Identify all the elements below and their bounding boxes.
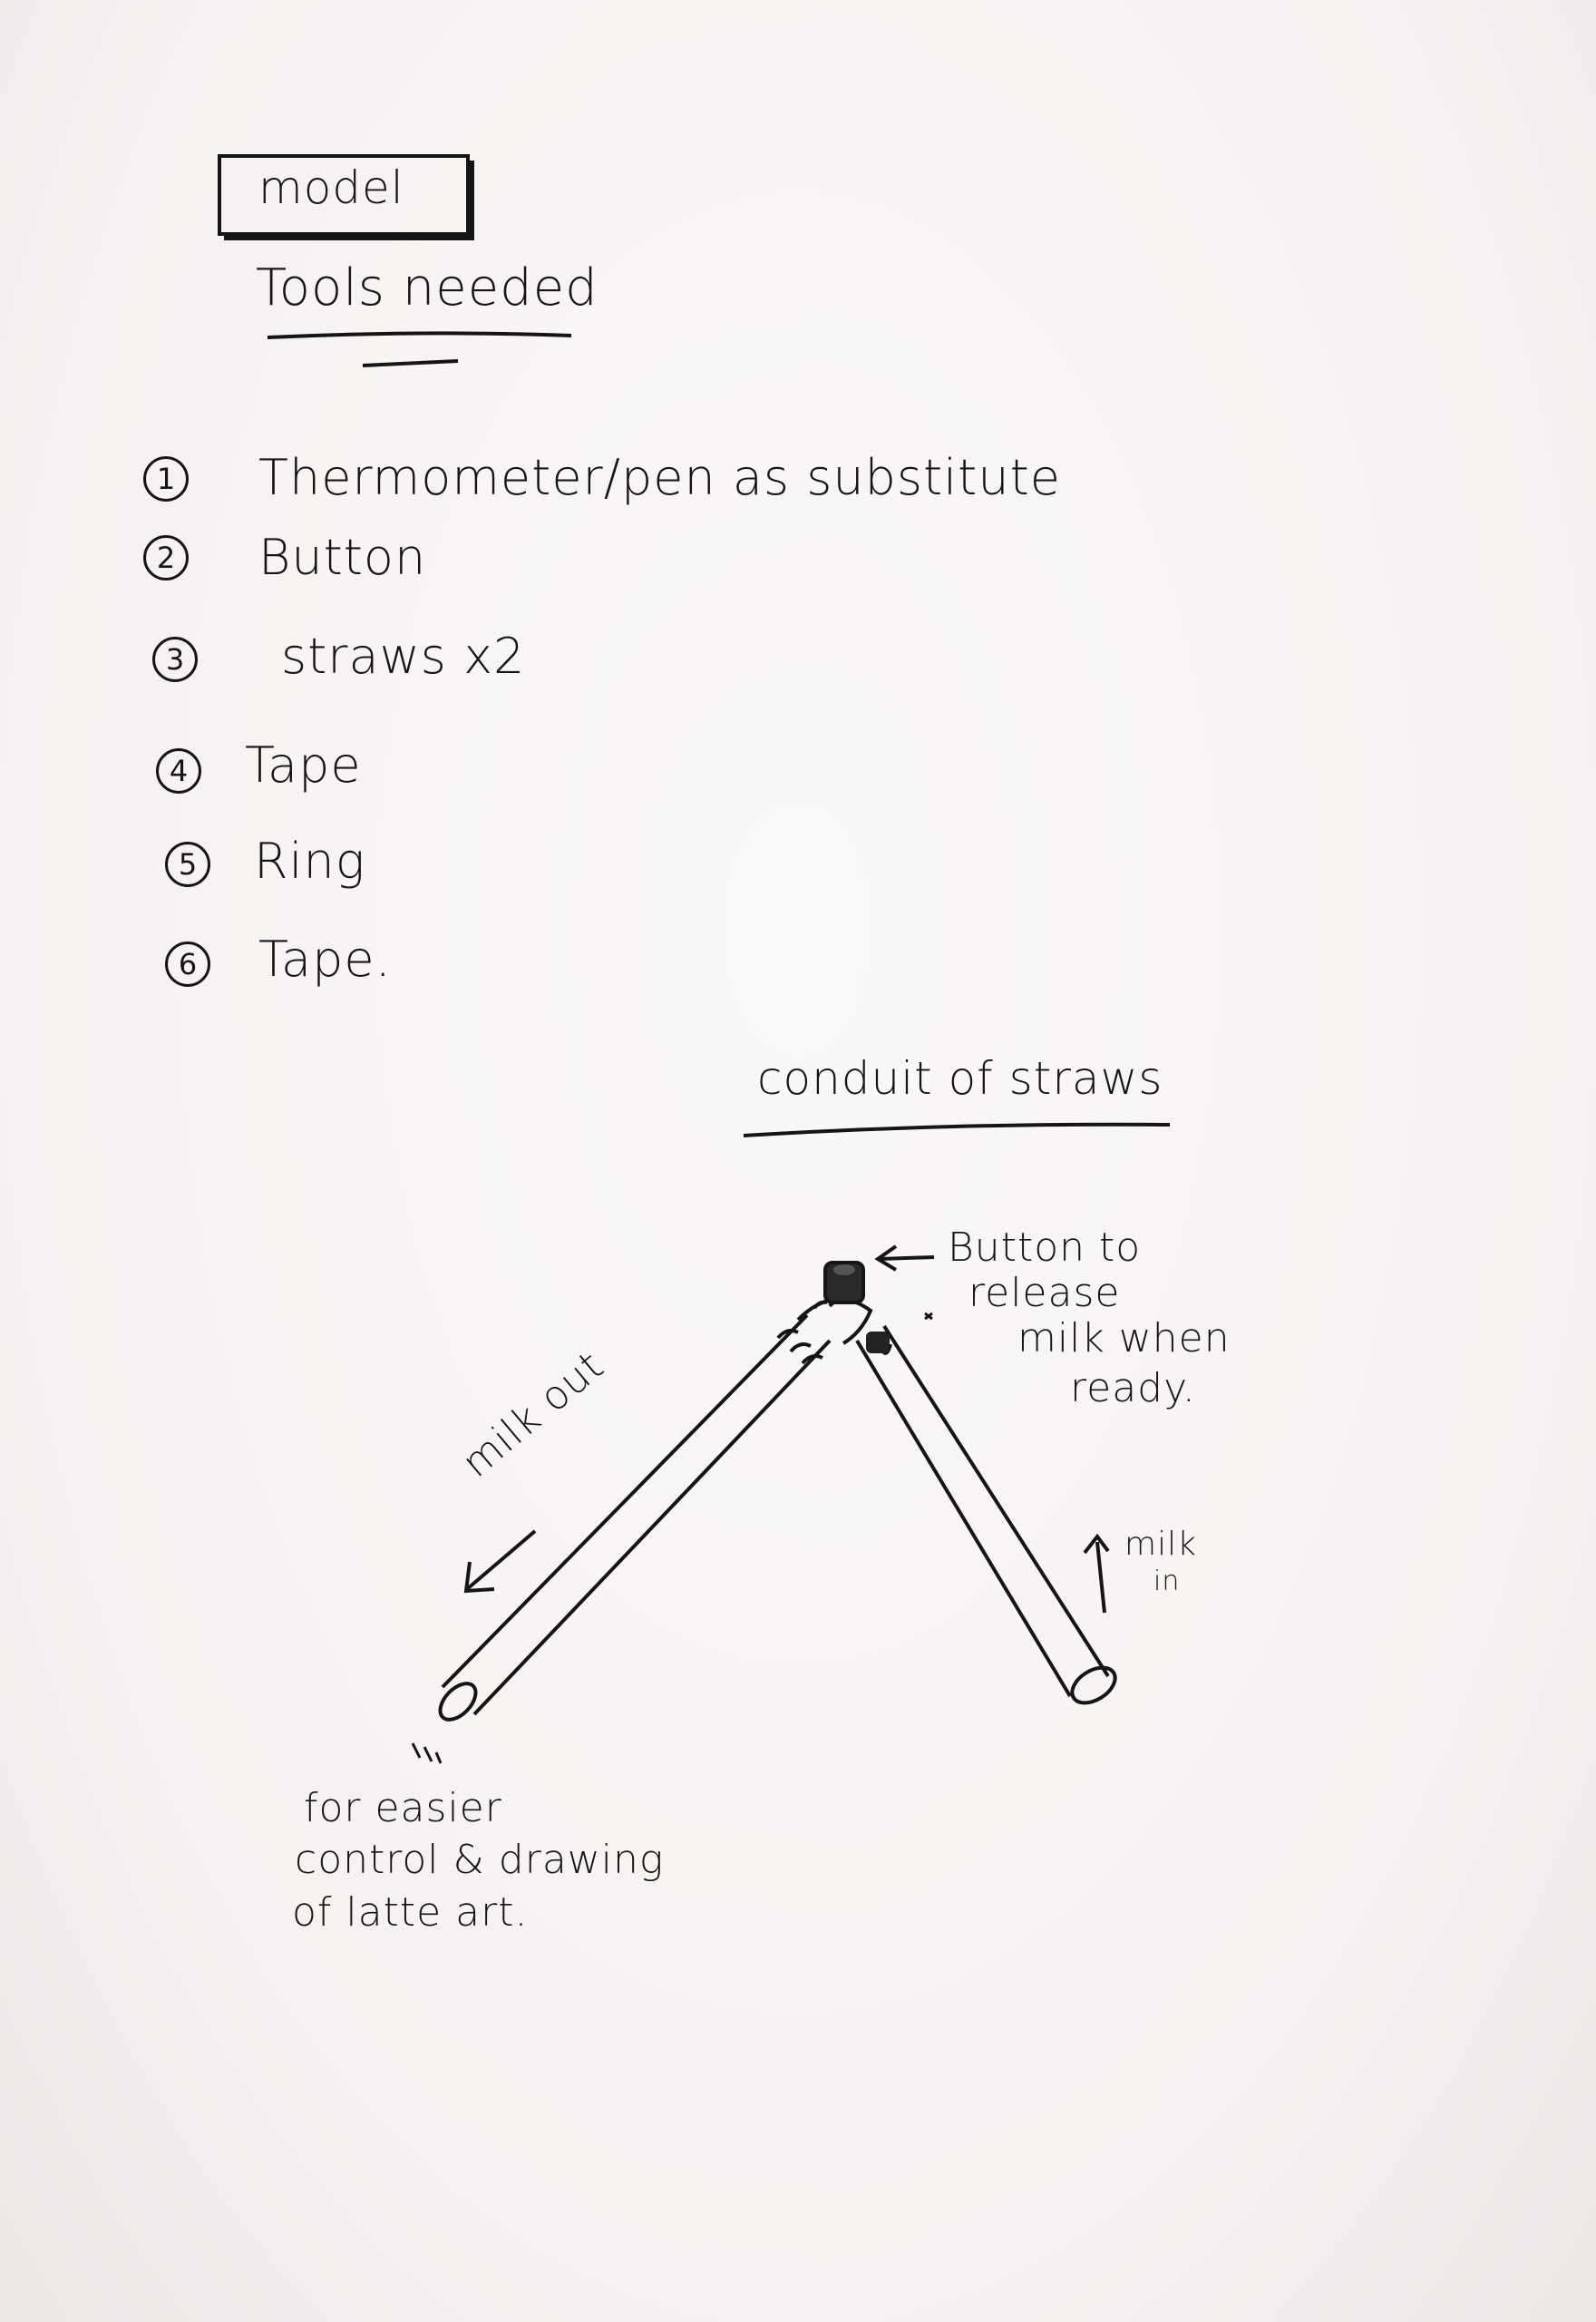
note-line: Button to — [948, 1224, 1142, 1271]
page-title: model — [258, 161, 404, 214]
milk-in-label-line: milk — [1124, 1526, 1197, 1563]
drip-marks — [413, 1743, 441, 1763]
note-line: ready. — [1070, 1365, 1196, 1411]
arrow-left-icon — [878, 1246, 934, 1270]
note-line: of latte art. — [292, 1889, 529, 1936]
note-line: for easier — [304, 1785, 502, 1831]
star-icon — [925, 1313, 932, 1319]
milk-out-label: milk out — [453, 1341, 613, 1488]
straw-joint — [798, 1299, 871, 1343]
note-line: release — [968, 1270, 1121, 1316]
list-item-label: Thermometer/pen as substitute — [258, 449, 1061, 506]
left-straw — [433, 1315, 830, 1726]
heading-underline-short — [363, 361, 458, 366]
list-number: 4 — [156, 748, 201, 794]
milk-in-label-line: in — [1153, 1566, 1181, 1597]
list-item-label: Tape. — [258, 931, 392, 988]
arrow-down-left-icon — [466, 1531, 535, 1591]
list-item-label: Button — [258, 529, 427, 586]
tools-heading: Tools needed — [256, 259, 598, 317]
list-number: 5 — [165, 842, 210, 887]
arrow-up-icon — [1085, 1537, 1108, 1613]
diagram-heading: conduit of straws — [757, 1052, 1163, 1105]
note-line: control & drawing — [295, 1837, 665, 1883]
list-item-label: Tape — [245, 737, 362, 794]
button-icon — [825, 1263, 890, 1353]
diagram-heading-underline — [744, 1125, 1170, 1136]
heading-underline — [268, 333, 571, 337]
list-number: 2 — [143, 535, 189, 580]
list-number: 3 — [152, 637, 198, 682]
list-number: 6 — [165, 941, 210, 987]
list-item-label: Ring — [254, 833, 366, 890]
list-item-label: straws x2 — [281, 628, 526, 685]
note-line: milk when — [1017, 1315, 1231, 1361]
list-number: 1 — [143, 456, 189, 502]
